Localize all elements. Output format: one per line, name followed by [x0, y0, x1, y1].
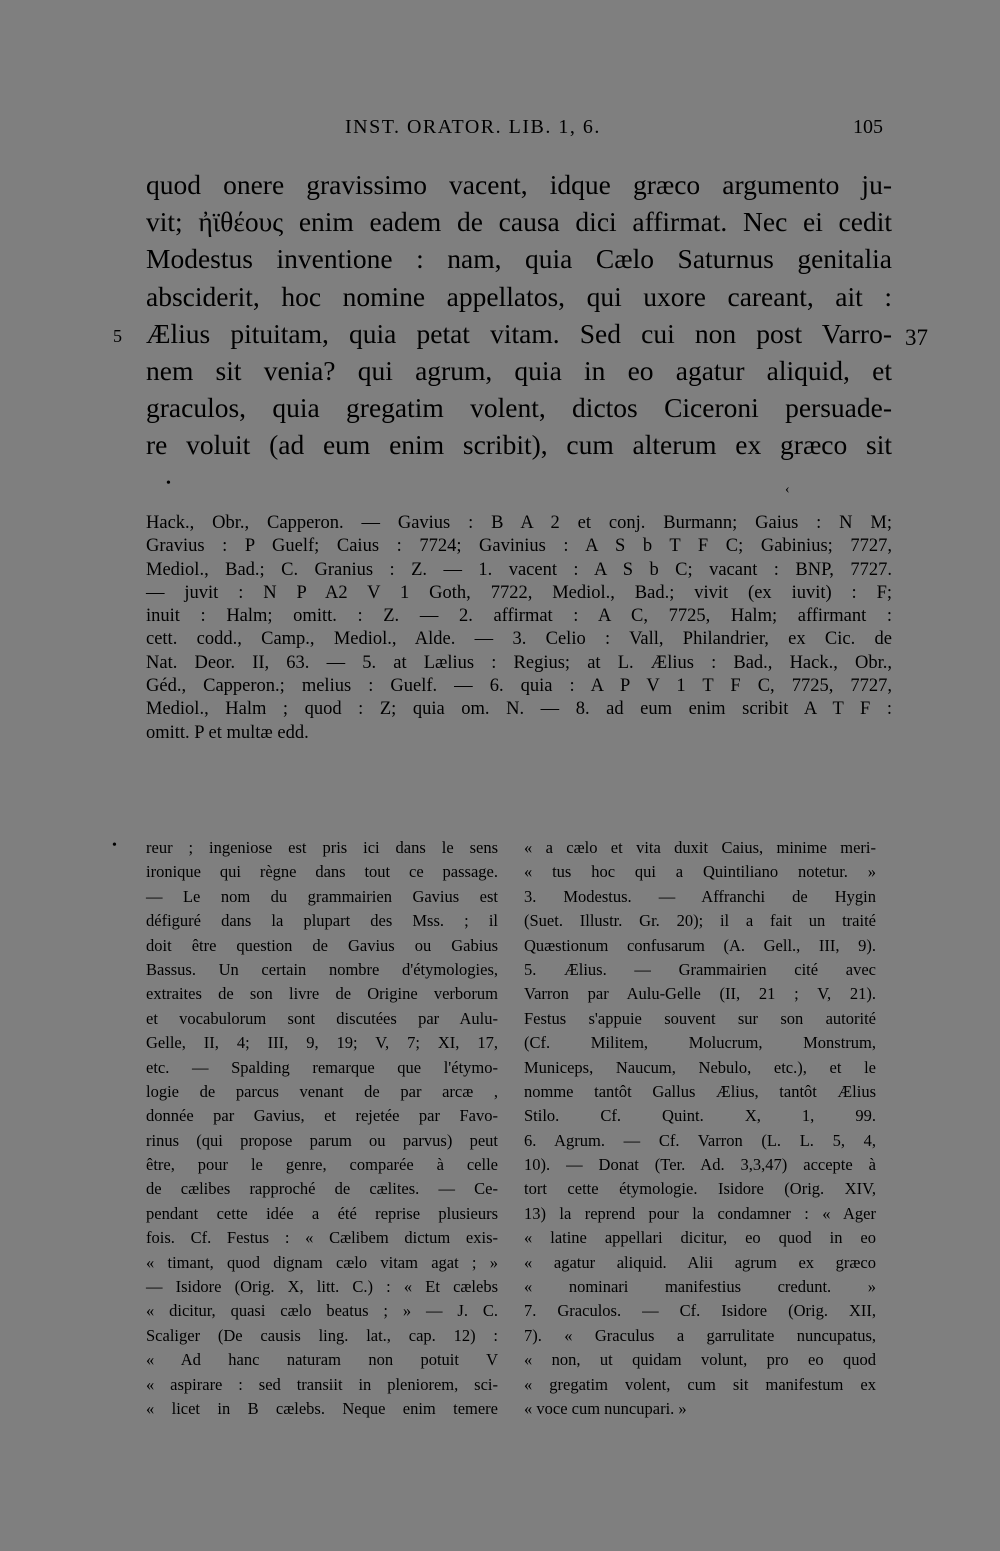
- note-line: 7). « Graculus a garrulitate nuncupatus,: [524, 1325, 876, 1345]
- note-line: 13) la reprend pour la condamner : « Ager: [524, 1203, 876, 1223]
- commentary-left-column: [146, 836, 498, 1421]
- note-line: tort cette étymologie. Isidore (Orig. XIV,: [524, 1179, 876, 1199]
- note-line: « dicitur, quasi cælo beatus ; » — J. C.: [146, 1301, 498, 1321]
- main-latin-text: [146, 166, 892, 464]
- page-number: 105: [853, 116, 883, 138]
- text-line: quod onere gravissimo vacent, idque græco argumento ju-: [146, 169, 892, 200]
- apparatus-line: inuit : Halm; omitt. : Z. — 2. affirmat : A C, 7725, Halm; affirmant :: [146, 606, 892, 627]
- apparatus-line: Nat. Deor. II, 63. — 5. at Lælius : Regius; at L. Ælius : Bad., Hack., Obr.,: [146, 652, 892, 673]
- note-line: 5. Ælius. — Grammairien cité avec: [524, 959, 876, 979]
- note-line: — Isidore (Orig. X, litt. C.) : « Et cælebs: [146, 1277, 498, 1297]
- note-line: Municeps, Naucum, Nebulo, etc.), et le: [524, 1057, 876, 1077]
- note-line: pendant cette idée a été reprise plusieurs: [146, 1203, 498, 1223]
- note-line: fois. Cf. Festus : « Cælibem dictum exis-: [146, 1228, 498, 1248]
- note-line: Stilo. Cf. Quint. X, 1, 99.: [524, 1106, 876, 1126]
- margin-section-number: 37: [905, 325, 928, 350]
- note-line: donnée par Gavius, et rejetée par Favo-: [146, 1106, 498, 1126]
- apparatus-line: cett. codd., Camp., Mediol., Alde. — 3. Celio : Vall, Philandrier, ex Cic. de: [146, 629, 892, 650]
- text-line: Modestus inventione : nam, quia Cælo Saturnus genitalia: [146, 243, 892, 275]
- margin-line-number: 5: [113, 326, 122, 346]
- note-line: nomme tantôt Gallus Ælius, tantôt Ælius: [524, 1081, 876, 1101]
- note-line: 7. Graculos. — Cf. Isidore (Orig. XII,: [524, 1301, 876, 1321]
- running-header: [345, 116, 883, 139]
- note-line: 6. Agrum. — Cf. Varron (L. L. 5, 4,: [524, 1130, 876, 1150]
- text-line: graculos, quia gregatim volent, dictos Ciceroni persuade-: [146, 392, 892, 424]
- apparatus-line: Mediol., Bad.; C. Granius : Z. — 1. vacent : A S b C; vacant : BNP, 7727.: [146, 559, 892, 580]
- note-line: « gregatim volent, cum sit manifestum ex: [524, 1374, 876, 1394]
- note-line: « timant, quod dignam cælo vitam agat ; »: [146, 1252, 498, 1272]
- note-line: reur ; ingeniose est pris ici dans le sens: [146, 838, 498, 857]
- note-line: « Ad hanc naturam non potuit V: [146, 1350, 498, 1370]
- note-line: extraites de son livre de Origine verborum: [146, 984, 498, 1004]
- note-line: (Cf. Militem, Molucrum, Monstrum,: [524, 1033, 876, 1053]
- text-line: absciderit, hoc nomine appellatos, qui uxore careant, ait :: [146, 280, 892, 312]
- note-line: doit être question de Gavius ou Gabius: [146, 935, 498, 955]
- running-title: INST. ORATOR. LIB. 1, 6.: [345, 116, 601, 138]
- note-line: rinus (qui propose parum ou parvus) peut: [146, 1130, 498, 1150]
- note-line: Festus s'appuie souvent sur son autorité: [524, 1008, 876, 1028]
- note-line: ironique qui règne dans tout ce passage.: [146, 862, 498, 882]
- note-line: Bassus. Un certain nombre d'étymologies,: [146, 959, 498, 979]
- note-line: Gelle, II, 4; III, 9, 19; V, 7; XI, 17,: [146, 1033, 498, 1053]
- note-line: Scaliger (De causis ling. lat., cap. 12) :: [146, 1325, 498, 1345]
- note-line: 10). — Donat (Ter. Ad. 3,3,47) accepte à: [524, 1155, 876, 1175]
- note-line: « licet in B cælebs. Neque enim temere: [146, 1398, 498, 1418]
- note-line: logie de parcus venant de par arcæ ,: [146, 1081, 498, 1101]
- text-line: re voluit (ad eum enim scribit), cum alterum ex græco sit: [146, 429, 892, 461]
- note-line: de cælibes rapproché de cælites. — Ce-: [146, 1179, 498, 1199]
- apparatus-line: Mediol., Halm ; quod : Z; quia om. N. — 8. ad eum enim scribit A T F :: [146, 699, 892, 720]
- apparatus-line: — juvit : N P A2 V 1 Goth, 7722, Mediol., Bad.; vivit (ex iuvit) : F;: [146, 582, 892, 603]
- note-line: et vocabulorum sont discutées par Aulu-: [146, 1008, 498, 1028]
- text-line: vit; ἠϊθέους enim eadem de causa dici affirmat. Nec ei cedit: [146, 206, 892, 238]
- note-line: « nominari manifestius credunt. »: [524, 1277, 876, 1297]
- commentary-right-column: [524, 836, 876, 1421]
- note-line: etc. — Spalding remarque que l'étymo-: [146, 1057, 498, 1077]
- apparatus-line: Gravius : P Guelf; Caius : 7724; Gavinius : A S b T F C; Gabinius; 7727,: [146, 536, 892, 557]
- apparatus-line: Géd., Capperon.; melius : Guelf. — 6. quia : A P V 1 T F C, 7725, 7727,: [146, 676, 892, 697]
- note-line: (Suet. Illustr. Gr. 20); il a fait un traité: [524, 911, 876, 931]
- text-line: Ælius pituitam, quia petat vitam. Sed cui non post Varro-: [146, 317, 892, 349]
- note-line: — Le nom du grammairien Gavius est: [146, 886, 498, 906]
- note-line: « voce cum nuncupari. »: [524, 1398, 687, 1418]
- note-line: 3. Modestus. — Affranchi de Hygin: [524, 886, 876, 906]
- note-line: « agatur aliquid. Alii agrum ex græco: [524, 1252, 876, 1272]
- apparatus-line: Hack., Obr., Capperon. — Gavius : B A 2 et conj. Burmann; Gaius : N M;: [146, 513, 892, 533]
- note-line: Varron par Aulu-Gelle (II, 21 ; V, 21).: [524, 984, 876, 1004]
- note-line: être, pour le genre, comparée à celle: [146, 1155, 498, 1175]
- note-line: « aspirare : sed transiit in pleniorem, sci-: [146, 1374, 498, 1394]
- critical-apparatus: [146, 512, 892, 745]
- note-line: « a cælo et vita duxit Caius, minime meri-: [524, 838, 876, 857]
- note-line: « tus hoc qui a Quintiliano notetur. »: [524, 862, 876, 882]
- apparatus-line: omitt. P et multæ edd.: [146, 722, 309, 743]
- note-line: défiguré dans la plupart des Mss. ; il: [146, 911, 498, 931]
- note-line: « non, ut quidam volunt, pro eo quod: [524, 1350, 876, 1370]
- note-line: « latine appellari dicitur, eo quod in eo: [524, 1228, 876, 1248]
- note-line: Quæstionum confusarum (A. Gell., III, 9).: [524, 935, 876, 955]
- text-line: nem sit venia? qui agrum, quia in eo agatur aliquid, et: [146, 354, 892, 386]
